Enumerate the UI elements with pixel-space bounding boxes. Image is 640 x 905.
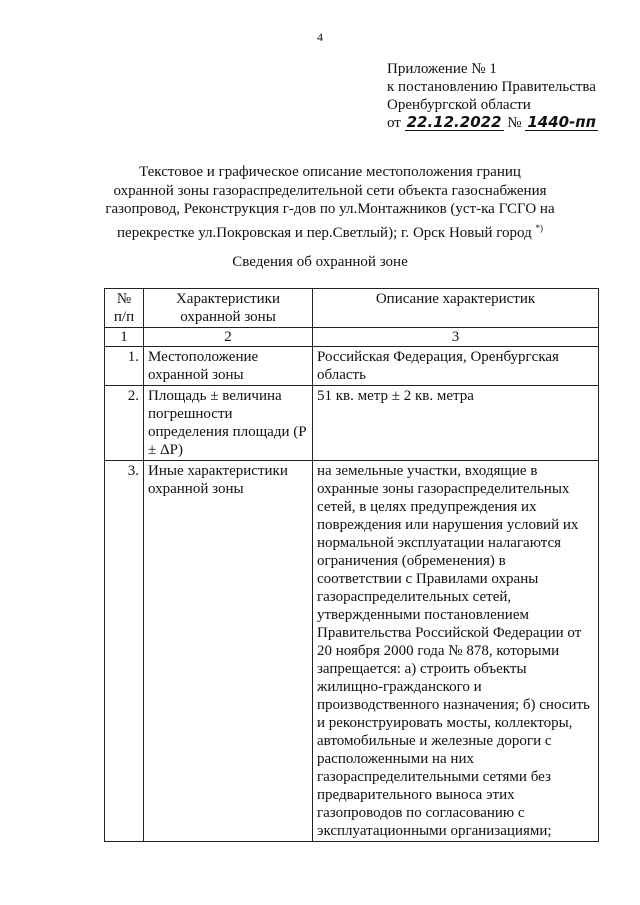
row-description: Российская Федерация, Оренбургская область xyxy=(313,347,599,386)
document-title xyxy=(100,163,560,242)
row-characteristic: Площадь ± величина погрешности определения площади (Р ± ΔР) xyxy=(144,386,313,461)
column-number-row xyxy=(105,328,599,347)
row-number: 1. xyxy=(105,347,144,386)
table-header-row xyxy=(105,289,599,328)
section-title: Сведения об охранной зоне xyxy=(232,254,408,270)
protection-zone-table xyxy=(104,288,599,842)
row-description: на земельные участки, входящие в охранные зоны газораспределительных сетей, в целях предупреждения их повреждения или нарушения условий их нормальной эксплуатации налагаются ограничения (обременения) в соответствии с Правилами охраны газораспределительных сетей, утвержденными постановлением Правительства Российской Федерации от 20 ноября 2000 года № 878, которыми запрещается: а) строить объекты жилищно-гражданского и производственного назначения; б) сносить и реконструировать мосты, коллекторы, автомобильные и железные дороги с расположенными на них газораспределительными сетями без предварительного выноса этих газопроводов по согласованию с эксплуатационными организациями; xyxy=(313,461,599,842)
table-row xyxy=(105,461,599,842)
row-characteristic: Местоположение охранной зоны xyxy=(144,347,313,386)
table-row xyxy=(105,347,599,386)
footnote-mark: *) xyxy=(535,222,543,233)
title-line-1: Текстовое и графическое описание местоположения границ xyxy=(139,164,521,180)
page-number: 4 xyxy=(317,30,323,44)
header-number: № п/п xyxy=(105,289,144,328)
row-number: 2. xyxy=(105,386,144,461)
appendix-date-line xyxy=(387,114,598,132)
table-row xyxy=(105,386,599,461)
appendix-title: Приложение № 1 xyxy=(387,61,497,77)
header-description: Описание характеристик xyxy=(313,289,599,328)
row-characteristic: Иные характеристики охранной зоны xyxy=(144,461,313,842)
number-sign: № xyxy=(507,115,522,131)
column-number: 2 xyxy=(144,328,313,347)
appendix-line-2: к постановлению Правительства xyxy=(387,79,596,95)
column-number: 1 xyxy=(105,328,144,347)
handwritten-number: 1440-пп xyxy=(527,113,597,131)
title-line-4-text: перекрестке ул.Покровская и пер.Светлый); г. Орск Новый город xyxy=(117,224,532,241)
date-prefix: от xyxy=(387,115,401,131)
handwritten-date: 22.12.2022 xyxy=(406,113,502,131)
title-line-2: охранной зоны газораспределительной сети объекта газоснабжения xyxy=(113,182,547,199)
title-line-3: газопровод, Реконструкция г-дов по ул.Монтажников (уст-ка ГСГО на xyxy=(105,201,555,217)
appendix-line-3: Оренбургской области xyxy=(387,97,531,113)
row-number: 3. xyxy=(105,461,144,842)
appendix-block xyxy=(387,60,598,132)
title-line-4 xyxy=(100,219,560,243)
header-characteristic: Характеристики охранной зоны xyxy=(144,289,313,328)
column-number: 3 xyxy=(313,328,599,347)
row-description: 51 кв. метр ± 2 кв. метра xyxy=(313,386,599,461)
